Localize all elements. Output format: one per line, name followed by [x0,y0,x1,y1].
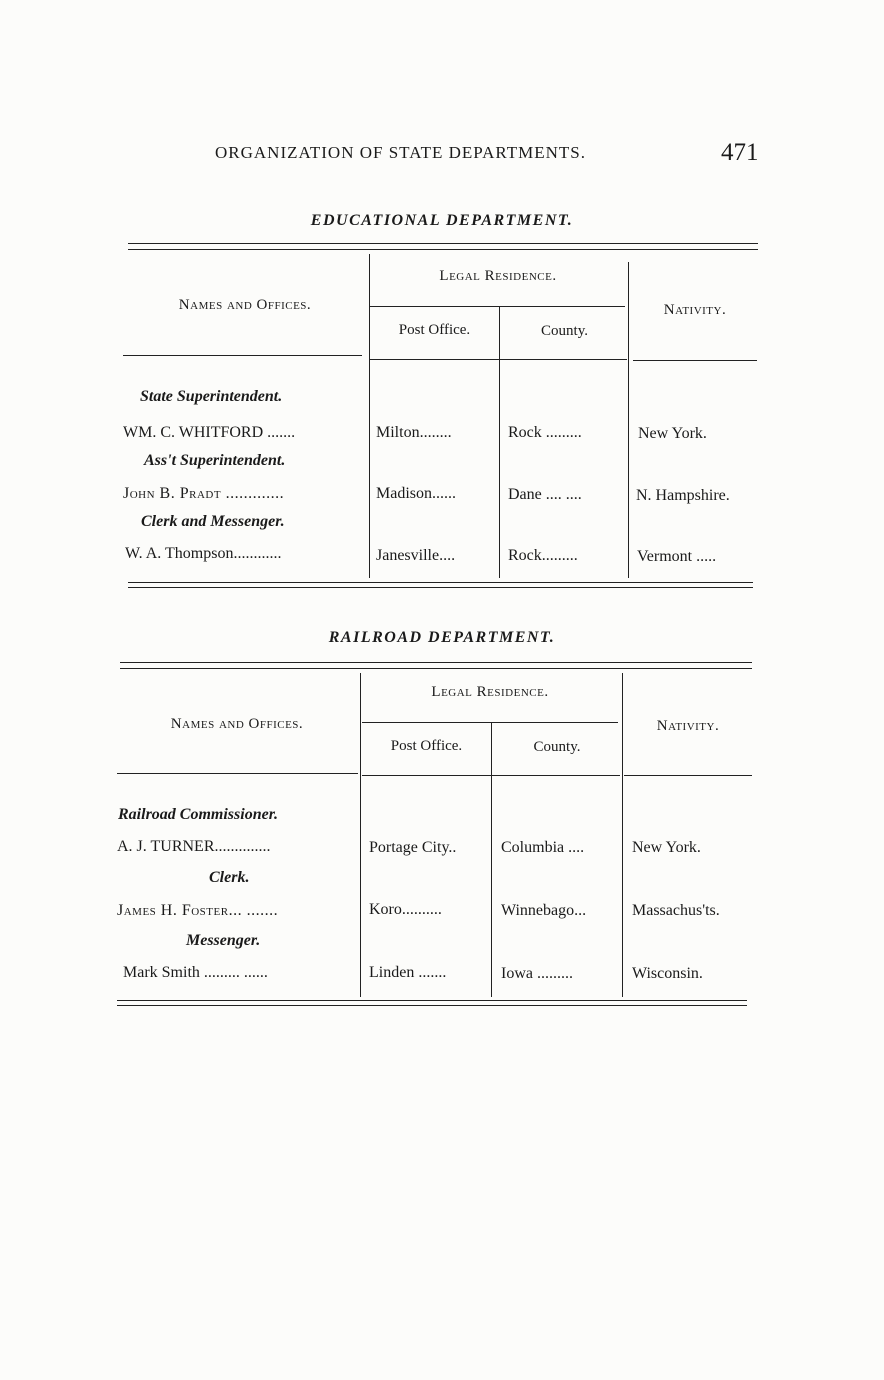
top-rule [120,668,752,669]
officer-name: John B. Pradt ............. [123,485,285,502]
post-office: Portage City.. [369,839,457,856]
column-divider [622,673,623,997]
county: Winnebago... [501,902,587,919]
county: Iowa ......... [501,965,573,982]
office-role: Ass't Superintendent. [144,452,286,469]
header-subrule [362,722,618,723]
post-office: Milton........ [376,424,452,441]
office-role: State Superintendent. [140,388,283,405]
nativity: N. Hampshire. [636,487,730,504]
nativity: Vermont ..... [637,548,717,565]
header-county: County. [533,739,581,755]
bottom-rule [117,1005,747,1006]
header-legal-residence: Legal Residence. [439,268,557,284]
officer-name: Mark Smith ......... ...... [123,964,268,981]
officer-name: A. J. TURNER.............. [117,838,271,855]
office-role: Clerk. [209,869,250,886]
header-nativity: Nativity. [663,302,727,318]
officer-name: W. A. Thompson............ [125,545,282,562]
post-office: Linden ....... [369,964,447,981]
top-rule [120,662,752,663]
column-divider [491,722,492,997]
header-rule [117,773,358,774]
educational-title: EDUCATIONAL DEPARTMENT. [310,212,574,229]
column-divider [360,673,361,997]
post-office: Janesville.... [376,547,456,564]
office-role: Railroad Commissioner. [118,806,279,823]
header-post-office: Post Office. [390,738,463,754]
officer-name: James H. Foster... ....... [117,902,279,919]
nativity: New York. [632,839,701,856]
running-head: ORGANIZATION OF STATE DEPARTMENTS. [215,143,587,162]
header-nativity: Nativity. [656,718,720,734]
post-office: Madison...... [376,485,456,502]
nativity: Wisconsin. [632,965,703,982]
county: Rock......... [508,547,578,564]
bottom-rule [117,1000,747,1001]
office-role: Messenger. [186,932,261,949]
county: Dane .... .... [508,486,582,503]
page-number: 471 [721,139,759,166]
header-names: Names and Offices. [170,716,304,732]
nativity: Massachus'ts. [632,902,720,919]
office-role: Clerk and Messenger. [141,513,285,530]
header-names: Names and Offices. [178,297,312,313]
header-rule [362,775,620,776]
officer-name: WM. C. WHITFORD ....... [123,424,296,441]
railroad-title: RAILROAD DEPARTMENT. [328,629,556,646]
header-county: County. [541,323,588,339]
header-legal-residence: Legal Residence. [431,684,549,700]
header-post-office: Post Office. [398,322,471,338]
county: Columbia .... [501,839,585,856]
post-office: Koro.......... [369,901,442,918]
header-rule [624,775,752,776]
county: Rock ......... [508,424,582,441]
nativity: New York. [638,425,707,442]
